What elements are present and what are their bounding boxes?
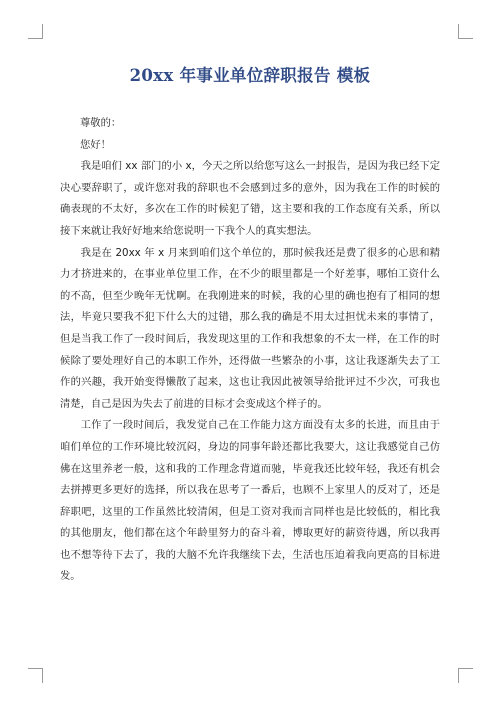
crop-mark-bottom-right [458, 668, 473, 683]
greeting: 您好！ [80, 138, 111, 151]
crop-mark-bottom-left [28, 668, 43, 683]
paragraph-1: 我是咱们 xx 部门的小 x，今天之所以给您写这么一封报告，是因为我已经下定决心要辞职了，或许您对我的辞职也不会感到过多的意外，因为我在工作的时候的确表现的不太好，多次在工作的时候犯了错，这主要和我的工作态度有关系，所以接下来就让我好好地来给您说明一下我个人的真实想法。 [60, 160, 440, 237]
document-title: 20xx 年事业单位辞职报告 模板 [129, 66, 371, 85]
paragraph-3: 工作了一段时间后，我发觉自己在工作能力这方面没有太多的长进，而且由于咱们单位的工作环境比较沉闷，身边的同事年龄还都比我要大，这让我感觉自己仿佛在这里养老一般，这和我的工作理念背道而驰，毕竟我还比较年轻，我还有机会去拼搏更多更好的选择，所以我在思考了一番后，也顾不上家里人的反对了，还是辞职吧，这里的工作虽然比较清闲，但是工资对我而言同样也是比较低的，相比我的其他朋友，他们都在这个年龄里努力的奋斗着，博取更好的薪资待遇，所以我再也不想等待下去了，我的大脑不允许我继续下去，生活也压迫着我向更高的目标进发。 [60, 419, 440, 583]
document-body [60, 113, 440, 588]
crop-mark-top-left [28, 24, 43, 39]
paragraph-2: 我是在 20xx 年 x 月来到咱们这个单位的，那时候我还是费了很多的心思和精力才挤进来的，在事业单位里工作，在不少的眼里都是一个好差事，哪怕工资什么的不高，但至少晚年无忧啊。在我刚进来的时候，我的心里的确也抱有了相同的想法，毕竟只要我不犯下什么大的过错，那么我的确是不用太过担忧未来的事情了，但是当我工作了一段时间后，我发现这里的工作和我想象的不太一样，在工作的时候除了要处理好自己的本职工作外，还得做一些繁杂的小事，这让我逐渐失去了工作的兴趣，我开始变得懒散了起来，这也让我因此被领导给批评过不少次，可我也清楚，自己是因为失去了前进的目标才会变成这个样子的。 [60, 246, 440, 410]
crop-mark-top-right [458, 24, 473, 39]
salutation: 尊敬的： [80, 117, 122, 129]
